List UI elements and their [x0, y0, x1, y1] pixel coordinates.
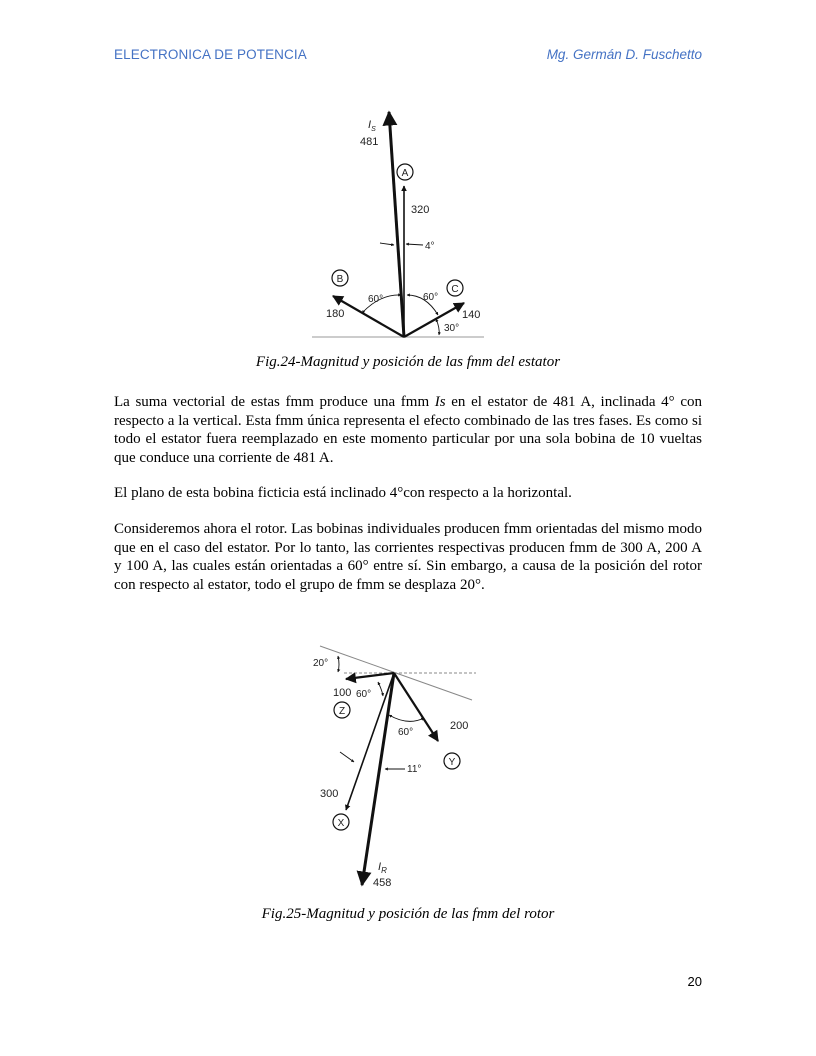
- fig24-vector-is: [389, 112, 404, 337]
- paragraph-1-is-symbol: Is: [434, 394, 446, 410]
- fig25-label-z-value: 100: [333, 687, 352, 699]
- fig25-vector-z: [346, 673, 394, 679]
- fig24-label-b-value: 180: [326, 308, 345, 320]
- fig25-arc-20: [338, 656, 339, 672]
- fig25-label-60-mid: 60°: [398, 727, 414, 738]
- fig24-label-c-value: 140: [462, 309, 481, 321]
- fig24-label-60-right: 60°: [423, 292, 439, 303]
- figure-25-rotor-mmf-diagram: [300, 638, 480, 890]
- figure-24-stator-mmf-diagram: [300, 100, 500, 345]
- fig24-label-a: A: [401, 168, 409, 179]
- fig24-tick-4-right: [406, 244, 423, 245]
- fig25-tick-11-left: [340, 752, 354, 762]
- header-author: Mg. Germán D. Fuschetto: [546, 47, 702, 62]
- fig24-label-30: 30°: [444, 323, 460, 334]
- figure-24-caption: Fig.24-Magnitud y posición de las fmm del estator: [255, 354, 561, 370]
- fig25-label-x: X: [337, 818, 345, 829]
- fig25-arc-60-top: [378, 682, 383, 696]
- fig24-label-a-value: 320: [411, 204, 430, 216]
- fig25-vector-ir: [362, 673, 394, 885]
- fig24-label-is-value: 481: [360, 136, 379, 148]
- fig25-label-60-top: 60°: [356, 689, 372, 700]
- fig24-label-is-sub: S: [371, 126, 376, 133]
- fig24-label-60-left: 60°: [368, 294, 384, 305]
- page-number: 20: [687, 974, 702, 989]
- fig25-label-ir-sub: R: [381, 866, 387, 875]
- paragraph-2: El plano de esta bobina ficticia está inclinado 4°con respecto a la horizontal.: [114, 485, 572, 501]
- fig24-label-b: B: [336, 274, 344, 285]
- fig25-arc-60-mid: [389, 715, 424, 721]
- paragraph-1: La suma vectorial de estas fmm produce una fmm Is en el estator de 481 A, inclinada 4° con respecto a la vertical. Esta fmm única representa el efecto combinado de las tres fases. Es como si todo el estator fuera reemplazado en este momento particular por una sola bobina de 10 vueltas que conduce una corriente de 481 A.: [114, 394, 702, 466]
- fig24-tick-4-left: [380, 243, 394, 245]
- fig24-label-angle-4: 4°: [425, 241, 435, 252]
- figure-25-caption: Fig.25-Magnitud y posición de las fmm del rotor: [261, 906, 555, 922]
- fig25-label-11: 11°: [407, 764, 422, 775]
- fig25-label-z: Z: [338, 706, 346, 717]
- paragraph-3: Consideremos ahora el rotor. Las bobinas individuales producen fmm orientadas del mismo modo que en el caso del estator. Por lo tanto, las corrientes respectivas producen fmm de 300 A, 200 A y 100 A, las cuales están orientadas a 60° entre sí. Sin embargo, a causa de la posición del rotor con respecto al estator, todo el grupo de fmm se desplaza 20°.: [114, 521, 702, 593]
- fig24-arc-30: [436, 319, 439, 335]
- fig25-label-ir-symbol: $I_R$: [378, 861, 387, 875]
- fig25-label-y-value: 200: [450, 720, 469, 732]
- fig25-label-ir-value: 458: [373, 877, 392, 889]
- fig25-label-y: Y: [448, 757, 456, 768]
- fig24-label-is-symbol: $I_S$: [368, 119, 376, 133]
- fig25-label-20: 20°: [313, 658, 329, 669]
- header-course-title: ELECTRONICA DE POTENCIA: [114, 47, 307, 62]
- fig25-label-x-value: 300: [320, 788, 339, 800]
- fig24-label-c: C: [451, 284, 459, 295]
